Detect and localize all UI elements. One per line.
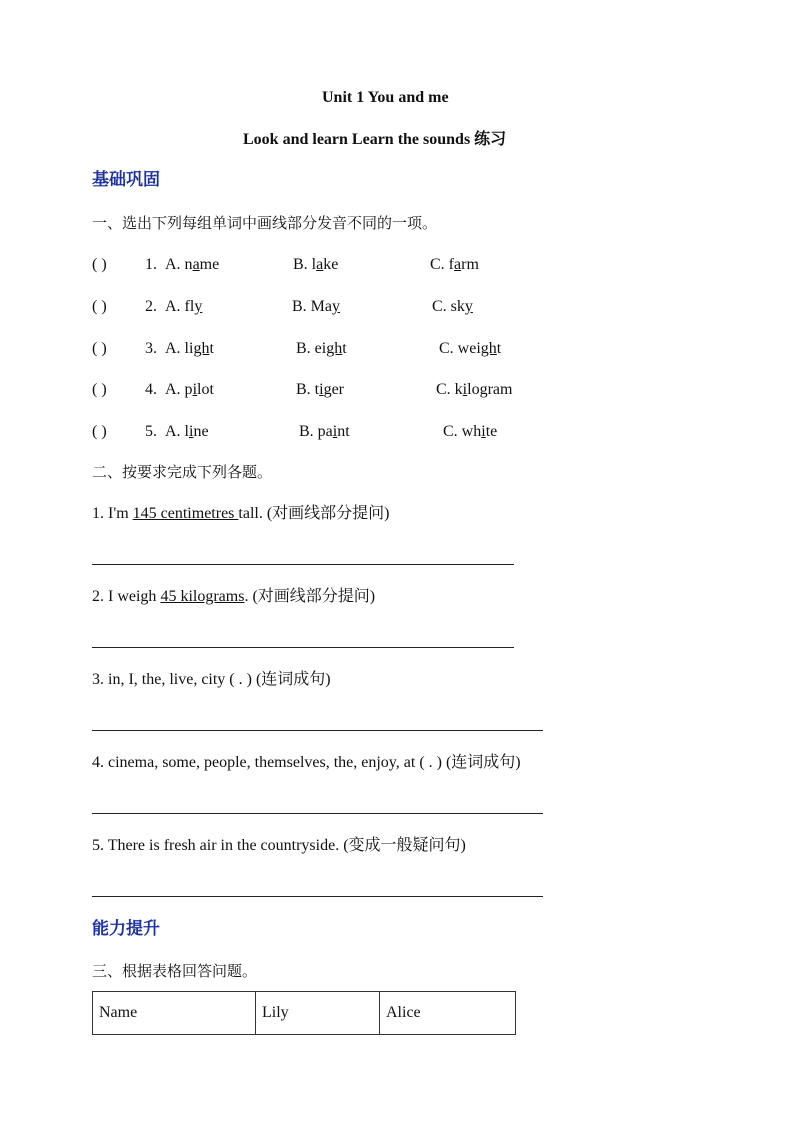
option-a: A. name bbox=[165, 256, 220, 273]
question-5: 5. There is fresh air in the countryside. (变成一般疑问句) bbox=[92, 837, 466, 854]
option-a: A. line bbox=[165, 423, 209, 440]
option-b: B. paint bbox=[299, 423, 350, 440]
question-number: 5. bbox=[145, 423, 157, 440]
question-number: 3. bbox=[145, 340, 157, 357]
answer-line-3[interactable] bbox=[92, 730, 543, 731]
question-4: 4. cinema, some, people, themselves, the, enjoy, at ( . ) (连词成句) bbox=[92, 754, 521, 771]
option-a: A. light bbox=[165, 340, 214, 357]
answer-line-1[interactable] bbox=[92, 564, 514, 565]
part3-heading: 三、根据表格回答问题。 bbox=[92, 962, 258, 980]
table-cell-alice: Alice bbox=[380, 992, 516, 1035]
answer-paren[interactable]: ( ) bbox=[92, 256, 107, 273]
answer-paren[interactable]: ( ) bbox=[92, 381, 107, 398]
option-c: C. farm bbox=[430, 256, 479, 273]
answer-paren[interactable]: ( ) bbox=[92, 340, 107, 357]
answer-line-2[interactable] bbox=[92, 647, 514, 648]
question-number: 4. bbox=[145, 381, 157, 398]
option-a: A. pilot bbox=[165, 381, 214, 398]
option-a: A. fly bbox=[165, 298, 203, 315]
page-subtitle: Look and learn Learn the sounds 练习 bbox=[243, 131, 507, 148]
option-c: C. white bbox=[443, 423, 498, 440]
option-c: C. kilogram bbox=[436, 381, 513, 398]
question-1: 1. I'm 145 centimetres tall. (对画线部分提问) bbox=[92, 505, 390, 522]
option-b: B. tiger bbox=[296, 381, 345, 398]
option-b: B. May bbox=[292, 298, 340, 315]
question-number: 2. bbox=[145, 298, 157, 315]
option-b: B. eight bbox=[296, 340, 347, 357]
option-c: C. sky bbox=[432, 298, 473, 315]
section-advanced-heading: 能力提升 bbox=[92, 919, 160, 939]
question-number: 1. bbox=[145, 256, 157, 273]
page-title: Unit 1 You and me bbox=[322, 89, 449, 106]
part2-heading: 二、按要求完成下列各题。 bbox=[92, 463, 273, 481]
table-cell-name: Name bbox=[93, 992, 256, 1035]
table-row bbox=[93, 992, 516, 1035]
question-3: 3. in, I, the, live, city ( . ) (连词成句) bbox=[92, 671, 331, 688]
part1-heading: 一、选出下列每组单词中画线部分发音不同的一项。 bbox=[92, 214, 438, 232]
table-cell-lily: Lily bbox=[256, 992, 380, 1035]
option-b: B. lake bbox=[293, 256, 339, 273]
section-basic-heading: 基础巩固 bbox=[92, 170, 160, 190]
option-c: C. weight bbox=[439, 340, 502, 357]
info-table bbox=[92, 991, 516, 1035]
answer-paren[interactable]: ( ) bbox=[92, 423, 107, 440]
answer-paren[interactable]: ( ) bbox=[92, 298, 107, 315]
question-2: 2. I weigh 45 kilograms. (对画线部分提问) bbox=[92, 588, 376, 605]
answer-line-5[interactable] bbox=[92, 896, 543, 897]
answer-line-4[interactable] bbox=[92, 813, 543, 814]
